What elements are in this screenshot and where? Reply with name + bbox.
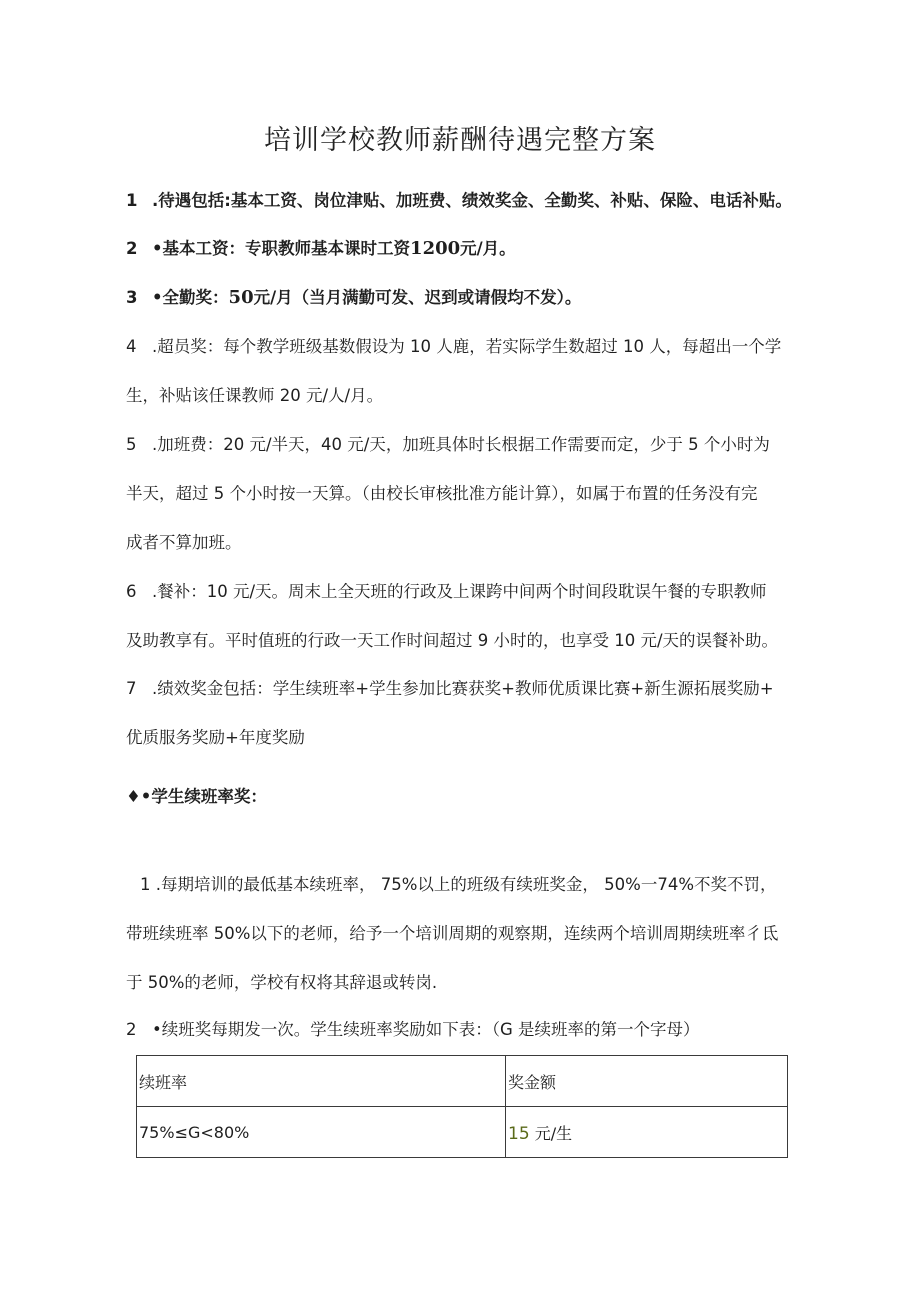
item-7-cont: 优质服务奖励+年度奖励 xyxy=(126,728,305,747)
bonus-table xyxy=(136,1055,788,1158)
item-2 xyxy=(126,238,516,260)
salary-amount: 1200 xyxy=(410,238,461,259)
item-number: 4 xyxy=(126,337,137,356)
item-number: 5 xyxy=(126,435,137,454)
item-4 xyxy=(126,336,781,358)
sub-item-1-cont: 带班续班率 50%以下的老师，给予一个培训周期的观察期，连续两个培训周期续班率彳氐 xyxy=(126,924,779,943)
item-number: 2 xyxy=(126,1020,137,1039)
item-text-suffix: 元/月。 xyxy=(460,239,516,258)
section-heading: ♦•学生续班率奖： xyxy=(126,787,267,806)
header-cell-rate: 续班率 xyxy=(137,1056,506,1107)
item-text: •续班奖每期发一次。学生续班率奖励如下表：（G 是续班率的第一个字母） xyxy=(152,1020,700,1039)
sub-item-1-cont: 于 50%的老师，学校有权将其辞退或转岗. xyxy=(126,973,438,992)
item-6-cont: 及助教享有。平时值班的行政一天工作时间超过 9 小时的，也享受 10 元/天的误餐补助。 xyxy=(126,631,779,650)
sub-item-1: 1 .每期培训的最低基本续班率， 75%以上的班级有续班奖金， 50%一74%不奖不罚， xyxy=(140,875,777,894)
table-header-row xyxy=(137,1056,788,1107)
item-text: .绩效奖金包括：学生续班率+学生参加比赛获奖+教师优质课比赛+新生源拓展奖励+ xyxy=(152,679,774,698)
item-5-cont: 成者不算加班。 xyxy=(126,533,242,552)
item-text: .餐补：10 元/天。周末上全天班的行政及上课跨中间两个时间段耽误午餐的专职教师 xyxy=(152,582,767,601)
item-number: 6 xyxy=(126,582,137,601)
sub-item-2 xyxy=(126,1019,700,1041)
item-5 xyxy=(126,434,770,456)
item-text: .超员奖：每个教学班级基数假设为 10 人鹿，若实际学生数超过 10 人，每超出一个学 xyxy=(152,337,782,356)
item-text: •基本工资：专职教师基本课时工资 xyxy=(152,239,411,258)
item-text: .待遇包括:基本工资、岗位津贴、加班费、绩效奖金、全勤奖、补贴、保险、电话补贴。 xyxy=(152,191,792,210)
item-6 xyxy=(126,581,767,603)
bonus-table-wrapper xyxy=(136,1055,788,1165)
amount-number: 15 xyxy=(508,1123,530,1144)
item-4-cont: 生，补贴该任课教师 20 元/人/月。 xyxy=(126,386,384,405)
item-number: 1 xyxy=(126,191,138,210)
item-text-suffix: 元/月（当月满勤可发、迟到或请假均不发）。 xyxy=(253,288,582,307)
amount-unit: 元/生 xyxy=(529,1123,573,1143)
cell-amount xyxy=(506,1107,788,1158)
item-text: .加班费：20 元/半天，40 元/天，加班具体时长根据工作需要而定，少于 5 个小时为 xyxy=(152,435,770,454)
header-cell-amount: 奖金额 xyxy=(506,1056,788,1107)
item-1 xyxy=(126,190,792,212)
item-5-cont: 半天，超过 5 个小时按一天算。（由校长审核批准方能计算），如属于布置的任务没有完 xyxy=(126,484,758,503)
item-number: 2 xyxy=(126,239,138,258)
item-number: 7 xyxy=(126,679,137,698)
item-7 xyxy=(126,678,774,700)
table-row xyxy=(137,1107,788,1158)
item-text: •全勤奖： xyxy=(152,288,229,307)
document-title: 培训学校教师薪酬待遇完整方案 xyxy=(264,125,656,156)
item-3 xyxy=(126,287,581,309)
cell-rate: 75%≤G<80% xyxy=(137,1107,506,1158)
item-number: 3 xyxy=(126,288,138,307)
bonus-amount: 50 xyxy=(228,287,254,308)
